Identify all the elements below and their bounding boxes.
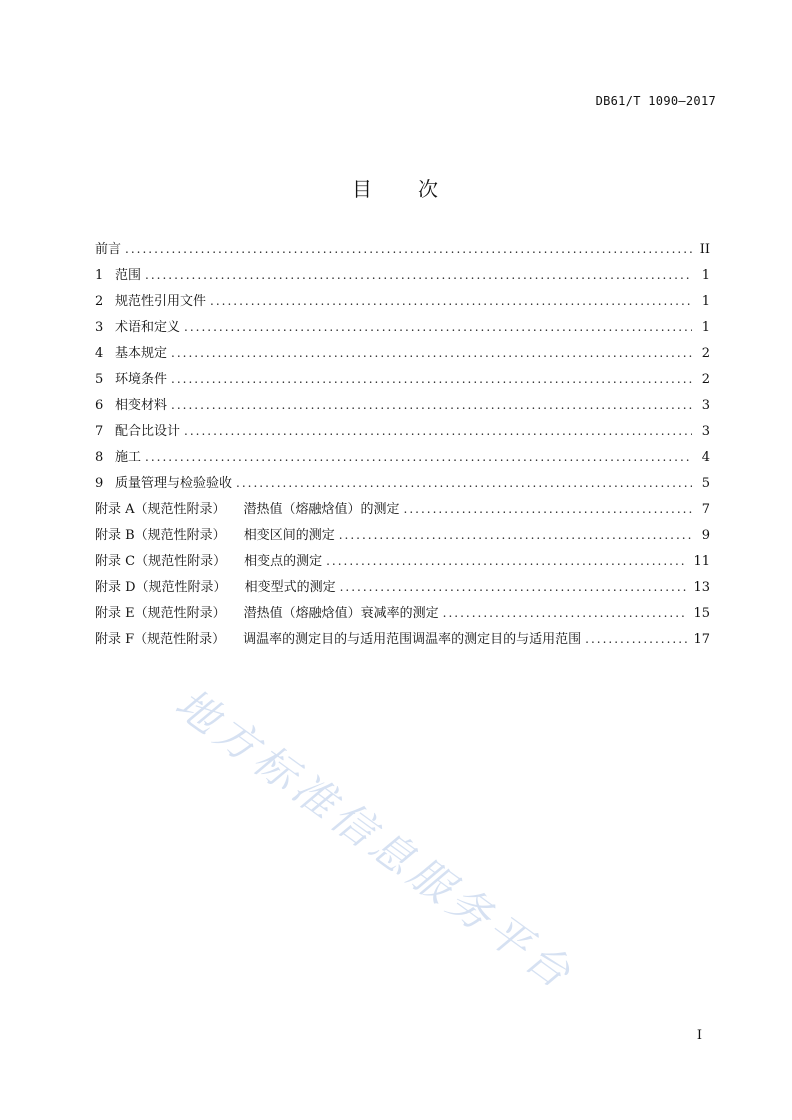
toc-entry-label	[95, 419, 180, 445]
toc-dot-leader	[210, 288, 692, 314]
toc-entry-number: 3	[95, 320, 104, 335]
toc-dot-leader	[184, 418, 692, 444]
toc-entry[interactable]	[95, 496, 710, 522]
toc-entry-label	[95, 289, 206, 315]
toc-entry[interactable]	[95, 366, 710, 392]
toc-entry-subtitle: 潜热值（熔融焓值）的测定	[243, 502, 400, 517]
toc-dot-leader	[236, 470, 692, 496]
toc-entry-number: 8	[95, 450, 104, 465]
toc-entry-label	[95, 445, 141, 471]
toc-dot-leader	[145, 262, 692, 288]
toc-entry-label	[95, 627, 581, 653]
toc-entry-title: 附录 D（规范性附录）	[95, 580, 227, 595]
toc-page-number: 3	[701, 398, 710, 413]
toc-entry-number: 6	[95, 398, 104, 413]
toc-entry-subtitle: 调温率的测定目的与适用范围调温率的测定目的与适用范围	[243, 632, 582, 647]
toc-dot-leader	[171, 392, 692, 418]
toc-entry-subtitle: 相变区间的测定	[243, 528, 335, 543]
toc-entry-number: 5	[95, 372, 104, 387]
toc-dot-leader	[145, 444, 692, 470]
toc-entry-number: 4	[95, 346, 104, 361]
toc-entry-label	[95, 237, 121, 263]
toc-entry-label	[95, 497, 400, 523]
toc-page-number: 11	[693, 554, 710, 569]
toc-dot-leader	[339, 522, 692, 548]
toc-dot-leader	[171, 366, 692, 392]
toc-entry-label	[95, 601, 439, 627]
toc-entry[interactable]	[95, 340, 710, 366]
toc-page-number: 2	[701, 346, 710, 361]
toc-dot-leader	[171, 340, 692, 366]
toc-entry-number: 9	[95, 476, 104, 491]
toc-dot-leader	[125, 236, 692, 262]
toc-entry[interactable]	[95, 314, 710, 340]
toc-entry-title: 附录 A（规范性附录）	[95, 502, 226, 517]
toc-page-number: 1	[701, 294, 710, 309]
toc-entry[interactable]	[95, 418, 710, 444]
toc-entry-subtitle: 相变点的测定	[244, 554, 323, 569]
toc-entry[interactable]	[95, 392, 710, 418]
toc-page-number: 17	[693, 632, 710, 647]
toc-page-number: 5	[701, 476, 710, 491]
toc-entry-number: 2	[95, 294, 104, 309]
toc-entry-number: 7	[95, 424, 104, 439]
toc-page-number: 7	[701, 502, 710, 517]
toc-entry[interactable]	[95, 626, 710, 652]
toc-entry-number: 1	[95, 268, 104, 283]
toc-page-number: 15	[693, 606, 710, 621]
toc-page-number: 13	[693, 580, 710, 595]
toc-entry[interactable]	[95, 262, 710, 288]
title-part-1: 目	[352, 177, 374, 201]
toc-entry-title: 前言	[95, 242, 122, 257]
toc-entry[interactable]	[95, 548, 710, 574]
toc-entry-title: 环境条件	[115, 372, 168, 387]
toc-entry-title: 附录 C（规范性附录）	[95, 554, 227, 569]
toc-entry-title: 规范性引用文件	[115, 294, 207, 309]
toc-entry-title: 配合比设计	[115, 424, 181, 439]
toc-entry[interactable]	[95, 574, 710, 600]
toc-entry-label	[95, 549, 322, 575]
toc-entry-title: 施工	[115, 450, 142, 465]
toc-dot-leader	[340, 574, 688, 600]
toc-entry[interactable]	[95, 522, 710, 548]
watermark: 地方标准信息服务平台	[166, 678, 584, 1001]
toc-entry-label	[95, 575, 336, 601]
toc-page-number: 4	[701, 450, 710, 465]
document-code: DB61/T 1090—2017	[595, 94, 716, 108]
toc-dot-leader	[326, 548, 687, 574]
toc-entry-title: 质量管理与检验验收	[115, 476, 233, 491]
toc-page-number: 2	[701, 372, 710, 387]
toc-page-number: 9	[701, 528, 710, 543]
toc-entry-subtitle: 相变型式的测定	[244, 580, 336, 595]
toc-page-number: 1	[701, 320, 710, 335]
toc-page-number: 1	[701, 268, 710, 283]
toc-entry-title: 相变材料	[115, 398, 168, 413]
toc-dot-leader	[443, 600, 688, 626]
toc-entry-title: 附录 E（规范性附录）	[95, 606, 226, 621]
toc-page-number: 3	[701, 424, 710, 439]
toc-entry-title: 附录 F（规范性附录）	[95, 632, 226, 647]
toc-entry[interactable]	[95, 444, 710, 470]
toc-entry-label	[95, 263, 141, 289]
toc-entry-title: 术语和定义	[115, 320, 181, 335]
toc-entry-title: 基本规定	[115, 346, 168, 361]
toc-dot-leader	[404, 496, 692, 522]
toc-entry[interactable]	[95, 600, 710, 626]
toc-entry-label	[95, 393, 167, 419]
toc-entry-label	[95, 315, 180, 341]
toc-entry-label	[95, 471, 232, 497]
page-title	[0, 173, 792, 202]
toc-entry[interactable]	[95, 236, 710, 262]
toc-entry[interactable]	[95, 470, 710, 496]
toc-entry[interactable]	[95, 288, 710, 314]
toc-entry-label	[95, 341, 167, 367]
page-number: I	[696, 1028, 702, 1043]
title-part-2: 次	[418, 177, 440, 201]
toc-dot-leader	[184, 314, 692, 340]
toc-page-number: II	[699, 242, 710, 257]
toc-entry-label	[95, 367, 167, 393]
toc-entry-label	[95, 523, 335, 549]
toc-dot-leader	[585, 626, 687, 652]
toc-entry-title: 范围	[115, 268, 142, 283]
toc-entry-subtitle: 潜热值（熔融焓值）衰减率的测定	[243, 606, 439, 621]
toc-entry-title: 附录 B（规范性附录）	[95, 528, 226, 543]
table-of-contents	[95, 236, 710, 652]
